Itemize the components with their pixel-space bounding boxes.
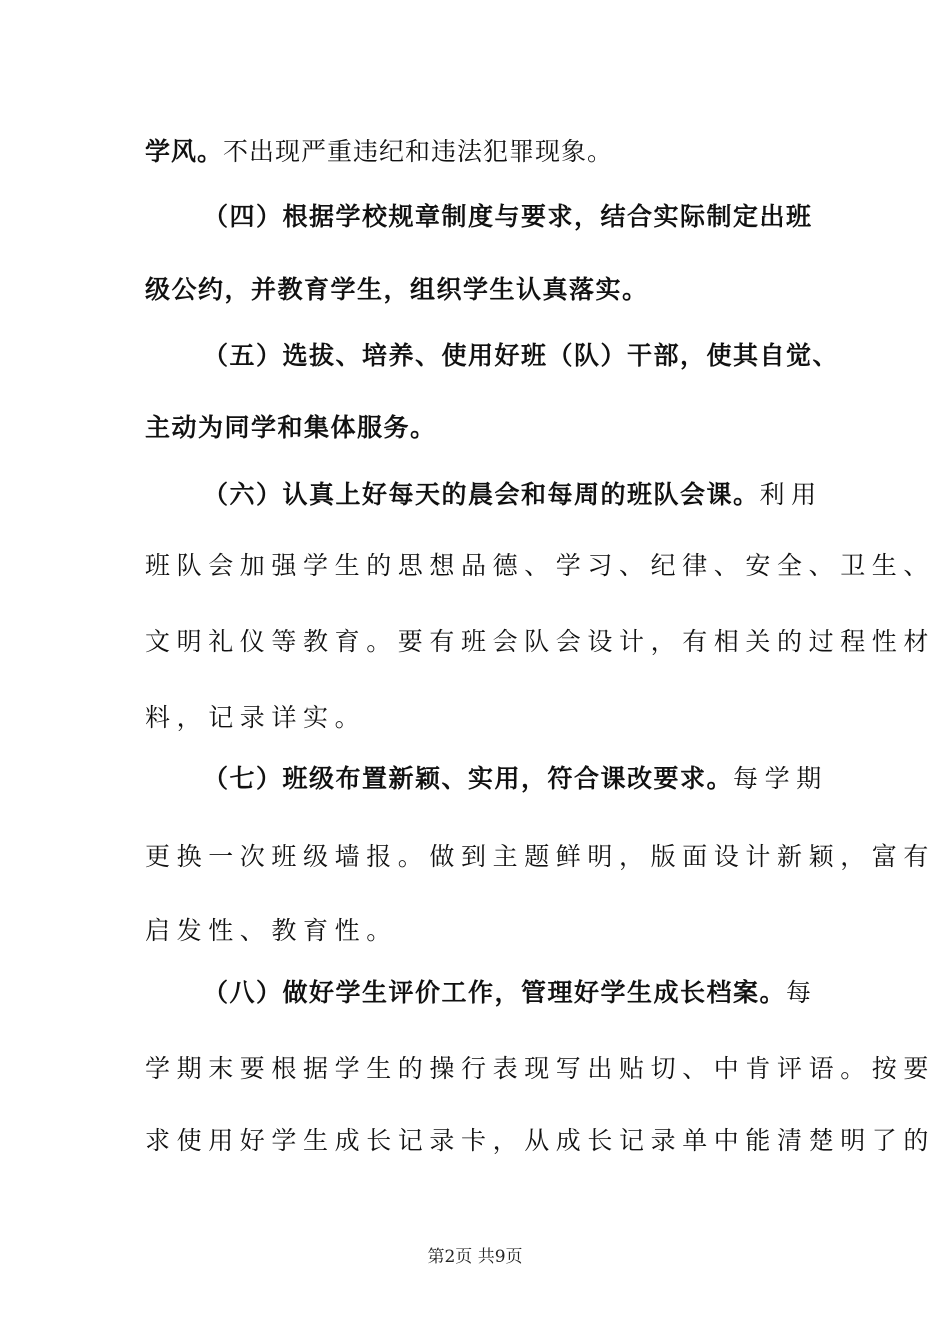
body-text: 启发性、教育性。: [145, 916, 398, 945]
section-heading-eight: （八）做好学生评价工作，管理好学生成长档案。: [203, 978, 787, 1007]
body-text: 不出现严重违纪和违法犯罪现象。: [223, 137, 614, 166]
paragraph-line: [145, 274, 820, 306]
paragraph-line: [203, 479, 878, 511]
body-text: 班队会加强学生的思想品德、学习、纪律、安全、卫生、: [145, 551, 936, 580]
paragraph-line: [145, 915, 820, 947]
section-heading-four: （四）根据学校规章制度与要求，结合实际制定出班: [203, 202, 813, 231]
bold-text: 主动为同学和集体服务。: [145, 413, 437, 442]
body-text: 更换一次班级墙报。做到主题鲜明，版面设计新颖，富有: [145, 842, 936, 871]
bold-text: 学风。: [145, 137, 224, 166]
body-text: 求使用好学生成长记录卡，从成长记录单中能清楚明了的: [145, 1126, 936, 1155]
paragraph-line: [145, 136, 820, 168]
body-text: 每: [786, 978, 818, 1007]
paragraph-line: [145, 626, 936, 658]
paragraph-line: [145, 841, 936, 873]
bold-text: 级公约，并教育学生，组织学生认真落实。: [145, 275, 649, 304]
body-text: 料，记录详实。: [145, 703, 367, 732]
paragraph-line: [203, 340, 878, 372]
body-text: 学期末要根据学生的操行表现写出贴切、中肯评语。按要: [145, 1054, 936, 1083]
section-heading-seven: （七）班级布置新颖、实用，符合课改要求。: [203, 764, 734, 793]
body-text: 利用: [759, 480, 823, 509]
paragraph-line: [203, 201, 878, 233]
paragraph-line: [203, 977, 878, 1009]
paragraph-line: [145, 1053, 936, 1085]
paragraph-line: [145, 550, 936, 582]
section-heading-six: （六）认真上好每天的晨会和每周的班队会课。: [203, 480, 760, 509]
paragraph-line: [203, 763, 878, 795]
body-text: 文明礼仪等教育。要有班会队会设计，有相关的过程性材: [145, 627, 936, 656]
paragraph-line: [145, 702, 820, 734]
section-heading-five: （五）选拔、培养、使用好班（队）干部，使其自觉、: [203, 341, 840, 370]
page-number-footer: 第2页 共9页: [427, 1247, 523, 1267]
paragraph-line: [145, 412, 820, 444]
paragraph-line: [145, 1125, 936, 1157]
body-text: 每学期: [733, 764, 828, 793]
